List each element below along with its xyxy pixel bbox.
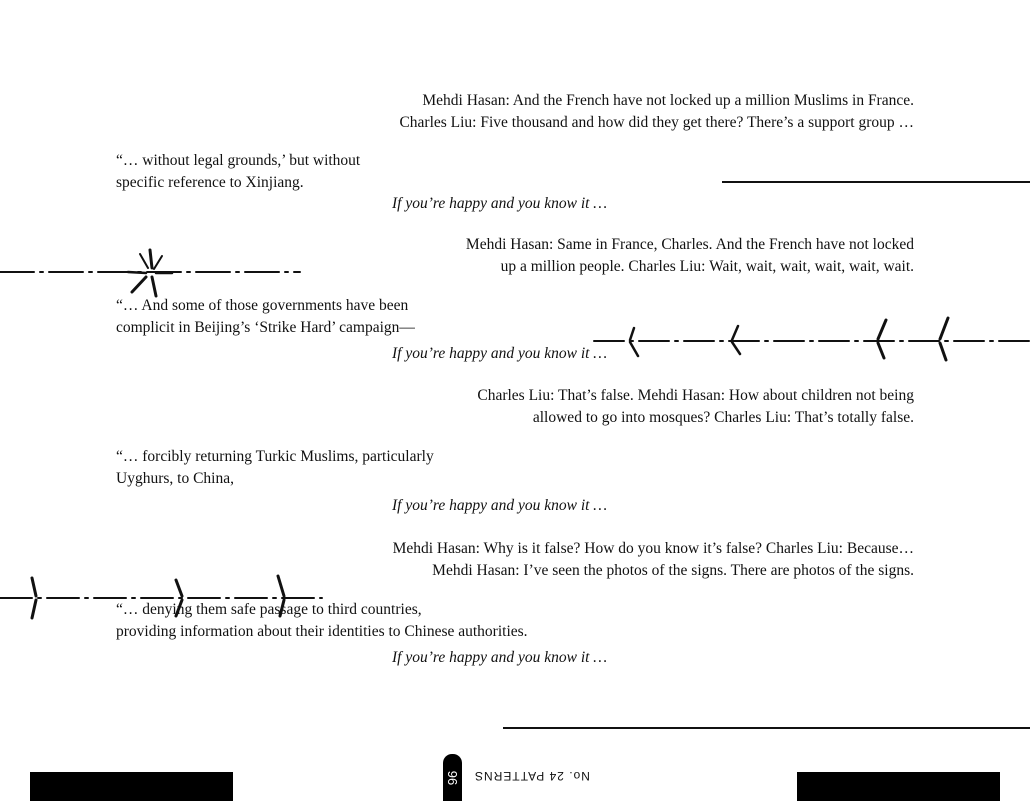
- dialogue-1-line-1: Mehdi Hasan: And the French have not locked up a million Muslims in France.: [422, 92, 914, 109]
- quote-2-line-1: “… And some of those governments have been: [116, 297, 409, 314]
- footer-block-left: [30, 772, 233, 801]
- quote-1-line-2: specific reference to Xinjiang.: [116, 174, 304, 191]
- divider-line-top: [722, 181, 1030, 183]
- quote-4-line-2: providing information about their identities to Chinese authorities.: [116, 623, 528, 640]
- dialogue-4-line-2: Mehdi Hasan: I’ve seen the photos of the signs. There are photos of the signs.: [432, 562, 914, 579]
- decorative-stitch-line-1: [0, 240, 310, 300]
- refrain-4: If you’re happy and you know it …: [392, 649, 608, 666]
- dialogue-3-line-2: allowed to go into mosques? Charles Liu: That’s totally false.: [532, 409, 914, 426]
- page-number: 96: [445, 770, 461, 785]
- refrain-1: If you’re happy and you know it …: [392, 195, 608, 212]
- dialogue-3-line-1: Charles Liu: That’s false. Mehdi Hasan: How about children not being: [477, 387, 914, 404]
- dialogue-2-line-2: up a million people. Charles Liu: Wait, wait, wait, wait, wait, wait.: [500, 258, 914, 275]
- quote-2-line-2: complicit in Beijing’s ‘Strike Hard’ campaign—: [116, 319, 415, 336]
- quote-4-line-1: “… denying them safe passage to third countries,: [116, 601, 422, 618]
- refrain-2: If you’re happy and you know it …: [392, 345, 608, 362]
- quote-1-line-1: “… without legal grounds,’ but without: [116, 152, 361, 169]
- decorative-stitch-line-2: [590, 314, 1030, 364]
- page-number-tab: [443, 754, 462, 801]
- quote-3-line-1: “… forcibly returning Turkic Muslims, particularly: [116, 448, 434, 465]
- footer-block-right: [797, 772, 1000, 801]
- refrain-3: If you’re happy and you know it …: [392, 497, 608, 514]
- dialogue-4-line-1: Mehdi Hasan: Why is it false? How do you know it’s false? Charles Liu: Because…: [392, 540, 914, 557]
- dialogue-1-line-2: Charles Liu: Five thousand and how did they get there? There’s a support group …: [399, 114, 914, 131]
- divider-line-bottom: [503, 727, 1030, 729]
- decorative-stitch-line-3: [0, 572, 330, 622]
- journal-label: No. 24 PATTERNS: [474, 769, 590, 783]
- quote-3-line-2: Uyghurs, to China,: [116, 470, 234, 487]
- dialogue-2-line-1: Mehdi Hasan: Same in France, Charles. And the French have not locked: [465, 236, 914, 253]
